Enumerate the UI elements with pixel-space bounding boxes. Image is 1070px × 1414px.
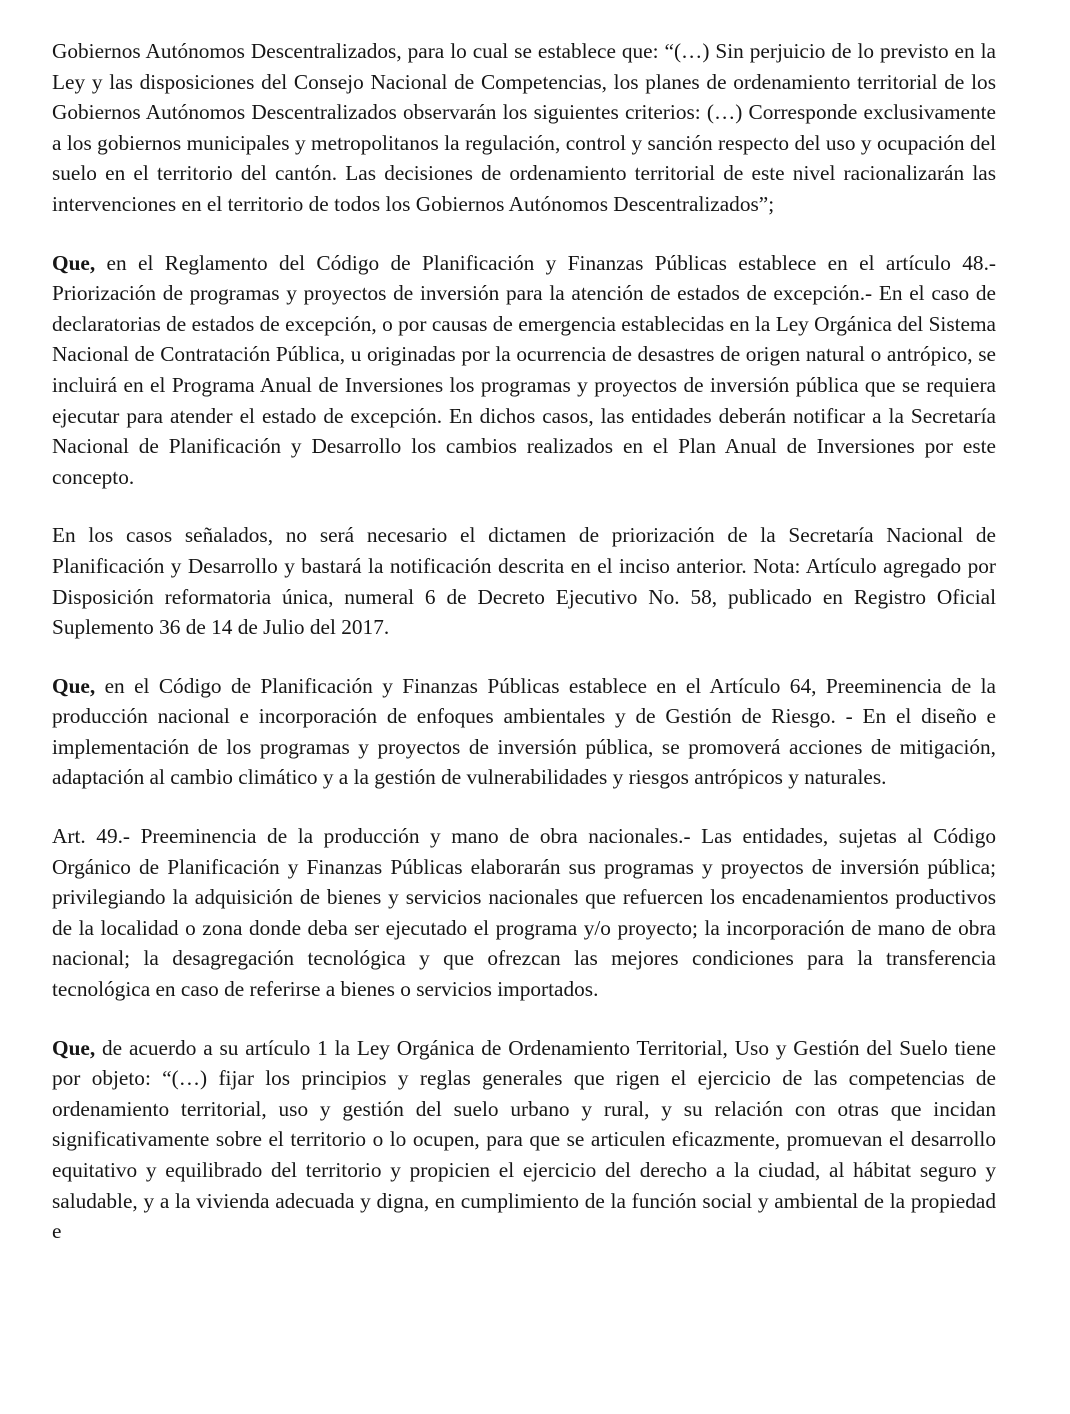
- paragraph-gap: [52, 220, 996, 248]
- paragraph-text: En los casos señalados, no será necesario el dictamen de priorización de la Secretaría Nacional de Planificación y Desarrollo y bastará la notificación descrita en el inciso anterior. Nota: Artículo agregado por Disposición reformatoria única, numeral 6 de Decreto Ejecutivo No. 58, publicado en Registro Oficial Suplemento 36 de 14 de Julio del 2017.: [52, 523, 996, 640]
- paragraph-gad-criteria: [52, 36, 996, 220]
- paragraph-text: en el Reglamento del Código de Planificación y Finanzas Públicas establece en el artículo 48.- Priorización de programas y proyectos de inversión para la atención de estados de excepción.- En el caso de declaratorias de estados de excepción, o por causas de emergencia establecidas en la Ley Orgánica del Sistema Nacional de Contratación Pública, u originadas por la ocurrencia de desastres de origen natural o antrópico, se incluirá en el Programa Anual de Inversiones los programas y proyectos de inversión pública que se requiera ejecutar para atender el estado de excepción. En dichos casos, las entidades deberán notificar a la Secretaría Nacional de Planificación y Desarrollo los cambios realizados en el Plan Anual de Inversiones por este concepto.: [52, 250, 996, 489]
- paragraph-gap: [52, 793, 996, 821]
- paragraph-text: en el Código de Planificación y Finanzas Públicas establece en el Artículo 64, Preeminencia de la producción nacional e incorporación de enfoques ambientales y de Gestión de Riesgo. - En el diseño e implementación de los programas y proyectos de inversión pública, se promoverá acciones de mitigación, adaptación al cambio climático y a la gestión de vulnerabilidades y riesgos antrópicos y naturales.: [52, 673, 996, 790]
- paragraph-gap: [52, 643, 996, 671]
- paragraph-art49: [52, 821, 996, 1005]
- paragraph-text: de acuerdo a su artículo 1 la Ley Orgánica de Ordenamiento Territorial, Uso y Gestión del Suelo tiene por objeto: “(…) fijar los principios y reglas generales que rigen el ejercicio de las competencias de ordenamiento territorial, uso y gestión del suelo urbano y rural, y su relación con otras que incidan significativamente sobre el territorio o lo ocupen, para que se articulen eficazmente, promuevan el desarrollo equitativo y equilibrado del territorio y propicien el ejercicio del derecho a la ciudad, al hábitat seguro y saludable, y a la vivienda adecuada y digna, en cumplimiento de la función social y ambiental de la propiedad e: [52, 1035, 996, 1244]
- paragraph-text: Gobiernos Autónomos Descentralizados, para lo cual se establece que: “(…) Sin perjuicio de lo previsto en la Ley y las disposiciones del Consejo Nacional de Competencias, los planes de ordenamiento territorial de los Gobiernos Autónomos Descentralizados observarán los siguientes criterios: (…) Corresponde exclusivamente a los gobiernos municipales y metropolitanos la regulación, control y sanción respecto del uso y ocupación del suelo en el territorio del cantón. Las decisiones de ordenamiento territorial de este nivel racionalizarán las intervenciones en el territorio de todos los Gobiernos Autónomos Descentralizados”;: [52, 39, 996, 216]
- paragraph-text: Art. 49.- Preeminencia de la producción y mano de obra nacionales.- Las entidades, sujetas al Código Orgánico de Planificación y Finanzas Públicas elaborarán sus programas y proyectos de inversión pública; privilegiando la adquisición de bienes y servicios nacionales que refuercen los encadenamientos productivos de la localidad o zona donde deba ser ejecutado el programa y/o proyecto; la incorporación de mano de obra nacional; la desagregación tecnológica y que ofrezcan las mejores condiciones para la transferencia tecnológica en caso de referirse a bienes o servicios importados.: [52, 824, 996, 1002]
- paragraph-lead: Que,: [52, 673, 96, 698]
- document-page: [52, 36, 996, 1247]
- paragraph-ley-ordenamiento: [52, 1033, 996, 1247]
- paragraph-lead: Que,: [52, 1035, 96, 1060]
- paragraph-codigo-art64: [52, 671, 996, 793]
- paragraph-casos-senalados: [52, 520, 996, 642]
- paragraph-gap: [52, 1005, 996, 1033]
- paragraph-lead: Que,: [52, 250, 96, 275]
- paragraph-gap: [52, 492, 996, 520]
- paragraph-reglamento-art48: [52, 248, 996, 493]
